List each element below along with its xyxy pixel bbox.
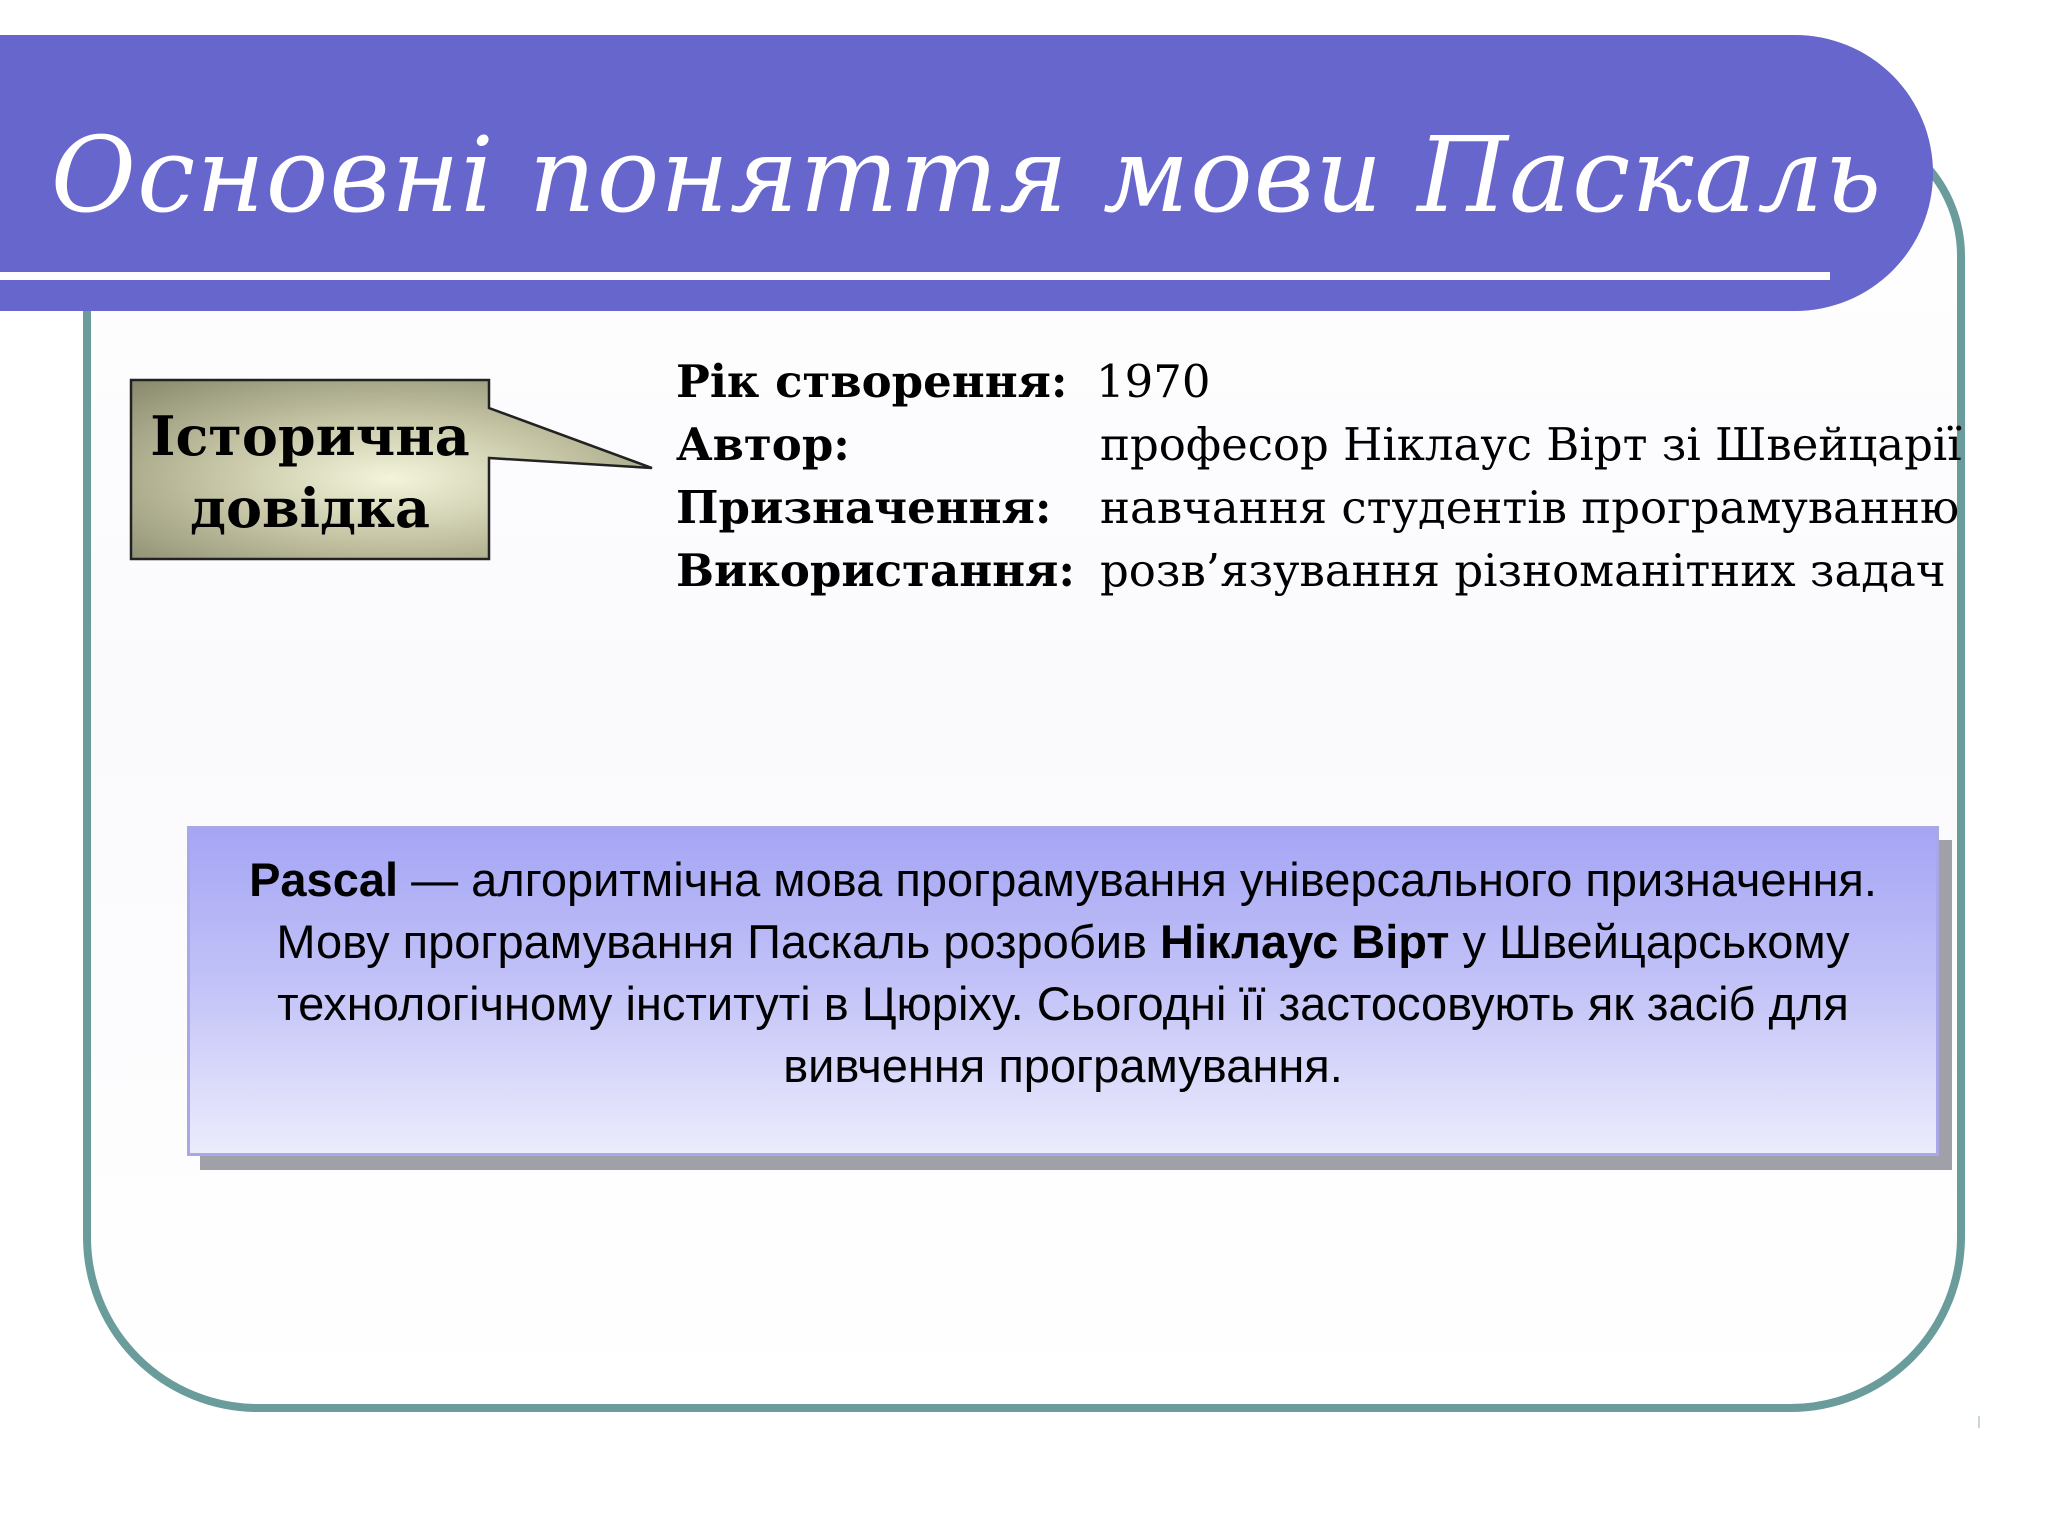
callout-line-2: довідка	[189, 476, 431, 540]
fact-label: Рік створення:	[676, 355, 1068, 408]
fact-row-author	[676, 413, 1962, 476]
content-frame	[83, 118, 1965, 1412]
slide-corner-mark	[1978, 1416, 1980, 1428]
fact-row-usage	[676, 539, 1956, 602]
fact-label: Призначення:	[676, 481, 1052, 534]
fact-row-purpose	[676, 476, 1960, 539]
definition-author: Ніклаус Вірт	[1160, 915, 1450, 968]
title-underline	[0, 272, 1830, 280]
facts-list	[676, 350, 1962, 602]
callout-line-1: Історична	[150, 404, 470, 468]
fact-value: професор Ніклаус Вірт зі Швейцарії	[1100, 418, 1962, 471]
definition-box	[187, 826, 1939, 1156]
fact-value: розв’язування різноманітних задач	[1100, 544, 1946, 597]
definition-text-3: у Швейцарському технологічному інституті в Цюріху. Сьогодні її застосовують як засіб для вивчення програмування.	[277, 915, 1850, 1092]
fact-label: Використання:	[676, 544, 1075, 597]
slide-title: Основні поняття мови Паскаль	[50, 114, 1883, 236]
definition-text-1: — алгоритмічна мова програмування універсального призначення.	[398, 853, 1877, 906]
definition-text-2: Мову програмування Паскаль розробив	[276, 915, 1161, 968]
fact-label: Автор:	[676, 418, 850, 471]
fact-value: навчання студентів програмуванню	[1100, 481, 1960, 534]
fact-row-year	[676, 350, 1956, 413]
definition-term: Pascal	[249, 853, 399, 906]
fact-value: 1970	[1096, 355, 1211, 408]
callout-label	[134, 400, 486, 544]
